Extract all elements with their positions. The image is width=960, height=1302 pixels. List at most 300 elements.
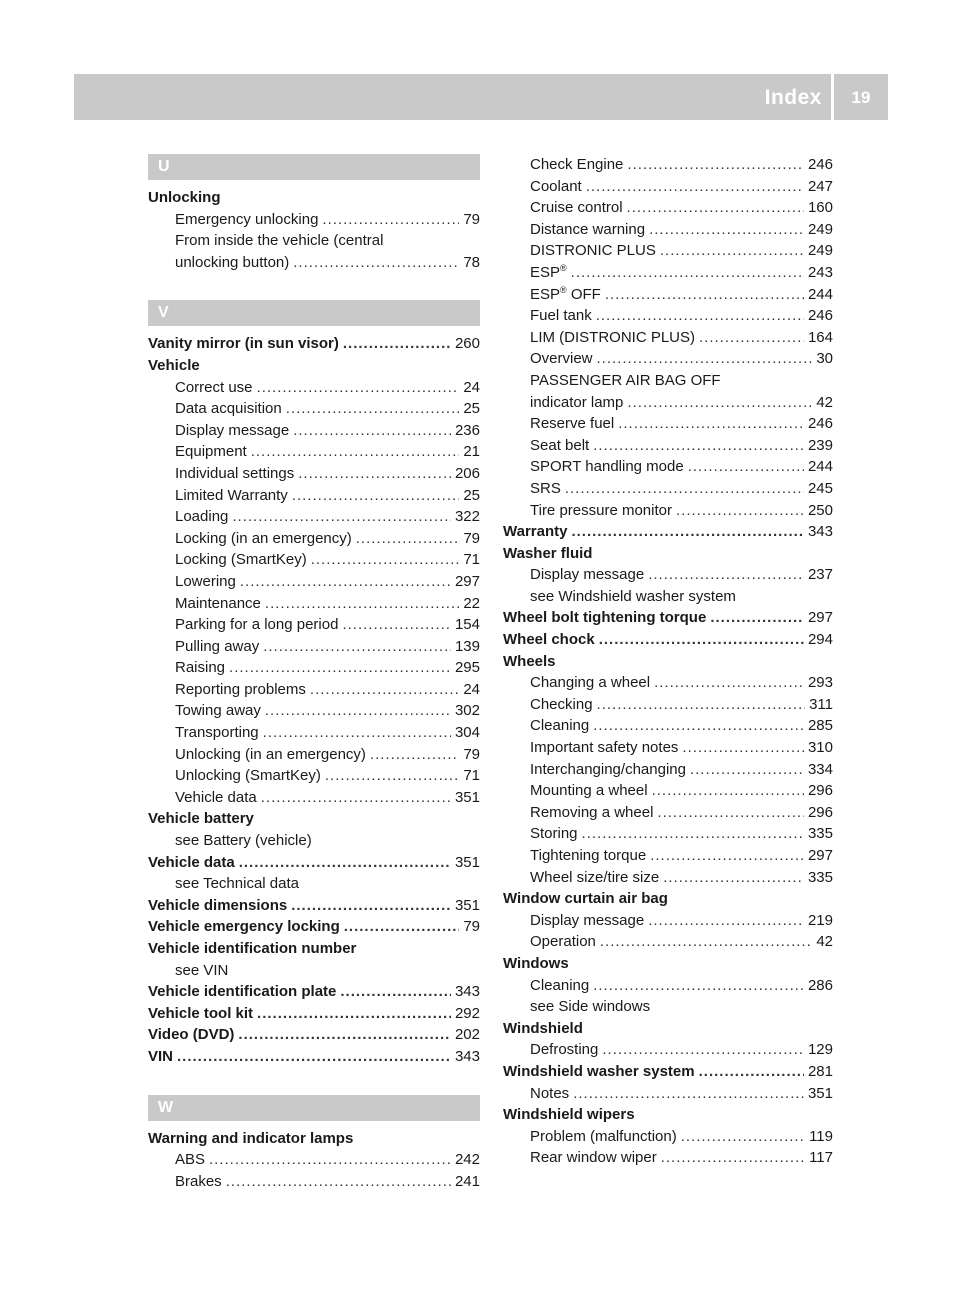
entry-label: Unlocking: [148, 189, 221, 206]
dot-leader: [229, 657, 451, 679]
dot-leader: [602, 1039, 804, 1061]
dot-leader: [265, 700, 451, 722]
entry-label: indicator lamp: [530, 393, 624, 411]
letter-heading: U: [148, 154, 480, 180]
entry-label: Cleaning: [530, 976, 590, 994]
index-subentry: [503, 435, 833, 457]
index-subentry: [503, 715, 833, 737]
entry-label: Vehicle: [148, 356, 200, 374]
index-subentry: [503, 672, 833, 694]
page-reference: 206: [454, 464, 480, 482]
page-reference: 304: [454, 724, 480, 742]
dot-leader: [582, 823, 804, 845]
page-reference: 242: [454, 1151, 480, 1169]
index-entry: [148, 1128, 480, 1150]
entry-label: Data acquisition: [175, 400, 282, 418]
entry-label: From inside the vehicle (central: [175, 232, 384, 250]
index-subentry: [503, 284, 833, 306]
entry-label: Pulling away: [175, 637, 260, 655]
dot-leader: [699, 1061, 804, 1083]
dot-leader: [571, 262, 804, 284]
index-entry: [503, 1061, 833, 1083]
index-subentry: [503, 219, 833, 241]
dot-leader: [599, 629, 804, 651]
entry-label: Limited Warranty: [175, 486, 288, 504]
entry-label: ESP® OFF: [530, 284, 601, 303]
dot-leader: [263, 636, 451, 658]
dot-leader: [340, 981, 451, 1003]
dot-leader: [238, 1024, 451, 1046]
index-entry: [503, 888, 833, 910]
dot-leader: [593, 435, 804, 457]
index-subentry: [503, 305, 833, 327]
page-reference: 219: [807, 911, 833, 929]
index-entry: [148, 938, 480, 960]
dot-leader: [627, 392, 812, 414]
index-subentry: [148, 1149, 480, 1171]
index-entry: [148, 1046, 480, 1068]
dot-leader: [286, 398, 460, 420]
dot-leader: [573, 1083, 804, 1105]
index-entry: [148, 916, 480, 938]
index-subentry: [503, 867, 833, 889]
entry-label: Locking (SmartKey): [175, 551, 307, 569]
page-reference: 79: [463, 745, 480, 763]
index-subentry: [503, 996, 833, 1018]
index-subentry: [148, 636, 480, 658]
index-subentry: [503, 176, 833, 198]
entry-label: Wheel size/tire size: [530, 868, 660, 886]
entry-label: SRS: [530, 479, 561, 497]
index-entry: [148, 895, 480, 917]
entry-label: Wheel chock: [503, 631, 595, 649]
entry-label: Wheels: [503, 652, 556, 670]
index-subentry: [503, 197, 833, 219]
page-reference: 343: [807, 523, 833, 541]
entry-label: Warning and indicator lamps: [148, 1129, 354, 1147]
entry-label: ABS: [175, 1151, 206, 1169]
index-entry: [503, 607, 833, 629]
dot-leader: [240, 571, 451, 593]
index-subentry: [503, 1126, 833, 1148]
entry-label: unlocking button): [175, 253, 290, 271]
entry-label: Raising: [175, 659, 226, 677]
entry-label: Problem (malfunction): [530, 1127, 677, 1145]
entry-label: Overview: [530, 350, 593, 368]
entry-label: Vehicle data: [148, 853, 235, 871]
entry-label: Display message: [175, 421, 290, 439]
index-entry: [503, 1104, 833, 1126]
dot-leader: [682, 737, 804, 759]
dot-leader: [342, 614, 451, 636]
entry-label: Mounting a wheel: [530, 782, 648, 800]
index-subentry: [148, 744, 480, 766]
page-reference: 351: [454, 896, 480, 914]
entry-label: Parking for a long period: [175, 616, 339, 634]
dot-leader: [649, 219, 804, 241]
page-reference: 79: [463, 918, 480, 936]
dot-leader: [648, 910, 804, 932]
entry-label: Storing: [530, 825, 578, 843]
page-reference: 236: [454, 421, 480, 439]
page-reference: 286: [807, 976, 833, 994]
index-entry: [148, 1003, 480, 1025]
dot-leader: [209, 1149, 451, 1171]
page-reference: 30: [816, 350, 833, 368]
index-subentry: [503, 694, 833, 716]
entry-label: Correct use: [175, 378, 253, 396]
page-reference: 285: [807, 717, 833, 735]
index-subentry: [503, 262, 833, 284]
page-reference: 244: [807, 458, 833, 476]
index-entry: [148, 852, 480, 874]
page-reference: 241: [454, 1172, 480, 1190]
page-reference: 310: [807, 739, 833, 757]
page-reference: 25: [463, 400, 480, 418]
dot-leader: [343, 333, 451, 355]
dot-leader: [251, 441, 460, 463]
entry-label: Check Engine: [530, 156, 624, 173]
entry-label: Changing a wheel: [530, 674, 651, 692]
index-subentry: [503, 910, 833, 932]
entry-label: Reserve fuel: [530, 415, 615, 433]
entry-label: see VIN: [175, 961, 229, 979]
index-subentry: [148, 549, 480, 571]
registered-mark: ®: [560, 284, 567, 295]
page-reference: 246: [807, 415, 833, 433]
index-entry: [503, 521, 833, 543]
page-reference: 71: [463, 551, 480, 569]
index-subentry: [148, 593, 480, 615]
page-reference: 78: [463, 253, 480, 271]
page-reference: 79: [463, 529, 480, 547]
entry-label: Window curtain air bag: [503, 890, 668, 908]
index-entry: [148, 808, 480, 830]
dot-leader: [293, 252, 459, 274]
dot-leader: [344, 916, 460, 938]
index-subentry: [148, 960, 480, 982]
page-reference: 351: [807, 1084, 833, 1102]
index-subentry: [503, 392, 833, 414]
page-reference: 295: [454, 659, 480, 677]
index-subentry: [148, 485, 480, 507]
dot-leader: [661, 1147, 805, 1169]
index-entry: [148, 1024, 480, 1046]
entry-label: Unlocking (SmartKey): [175, 767, 321, 785]
dot-leader: [627, 154, 804, 176]
entry-label: Transporting: [175, 724, 259, 742]
dot-leader: [654, 672, 804, 694]
page-reference: 246: [807, 307, 833, 325]
page-reference: 243: [807, 263, 833, 281]
page-reference: 351: [454, 853, 480, 871]
entry-label: Display message: [530, 566, 645, 584]
entry-label: Equipment: [175, 443, 247, 461]
entry-label: Vanity mirror (in sun visor): [148, 335, 339, 353]
entry-label: Checking: [530, 695, 593, 713]
dot-leader: [657, 802, 804, 824]
dot-leader: [322, 209, 459, 231]
entry-label: VIN: [148, 1047, 174, 1065]
index-subentry: [148, 506, 480, 528]
page-reference: 281: [807, 1062, 833, 1080]
entry-label: Coolant: [530, 177, 582, 195]
index-subentry: [503, 845, 833, 867]
entry-label: Unlocking (in an emergency): [175, 745, 366, 763]
index-subentry: [148, 1171, 480, 1193]
index-subentry: [148, 657, 480, 679]
dot-leader: [650, 845, 804, 867]
index-subentry: [148, 722, 480, 744]
entry-label: Rear window wiper: [530, 1149, 657, 1167]
entry-label: Reporting problems: [175, 680, 306, 698]
page-reference: 24: [463, 680, 480, 698]
index-entry: [503, 543, 833, 565]
letter-heading: W: [148, 1095, 480, 1121]
registered-mark: ®: [560, 262, 567, 273]
page-reference: 71: [463, 767, 480, 785]
index-subentry: [148, 420, 480, 442]
dot-leader: [597, 694, 806, 716]
entry-label: PASSENGER AIR BAG OFF: [530, 371, 721, 389]
index-subentry: [148, 873, 480, 895]
letter-heading: V: [148, 300, 480, 326]
dot-leader: [265, 593, 459, 615]
index-subentry: [148, 679, 480, 701]
index-subentry: [503, 737, 833, 759]
entry-label: LIM (DISTRONIC PLUS): [530, 328, 696, 346]
page-reference: 296: [807, 803, 833, 821]
entry-label: Vehicle dimensions: [148, 896, 288, 914]
dot-leader: [565, 478, 804, 500]
entry-label: Vehicle identification number: [148, 940, 357, 957]
dot-leader: [226, 1171, 451, 1193]
index-subentry: [503, 240, 833, 262]
dot-leader: [605, 284, 804, 306]
entry-label: Emergency unlocking: [175, 210, 319, 228]
entry-label: see Windshield washer system: [530, 587, 736, 605]
index-entry: [148, 981, 480, 1003]
index-entry: [503, 629, 833, 651]
dot-leader: [293, 420, 451, 442]
dot-leader: [571, 521, 804, 543]
section-spacer: [148, 273, 480, 300]
entry-label: Interchanging/changing: [530, 760, 686, 778]
index-column-right: [503, 154, 833, 1169]
index-subentry: [148, 398, 480, 420]
page-number: 19: [851, 88, 871, 107]
index-subentry: [148, 230, 480, 252]
dot-leader: [298, 463, 451, 485]
page-reference: 322: [454, 508, 480, 526]
entry-label: Towing away: [175, 702, 261, 720]
page-reference: 294: [807, 631, 833, 649]
index-subentry: [503, 500, 833, 522]
index-entry: [148, 187, 480, 209]
index-subentry: [503, 931, 833, 953]
index-subentry: [503, 802, 833, 824]
dot-leader: [690, 759, 804, 781]
dot-leader: [699, 327, 804, 349]
entry-label: Vehicle tool kit: [148, 1004, 254, 1022]
index-subentry: [148, 571, 480, 593]
entry-label: see Technical data: [175, 875, 299, 893]
page-reference: 260: [454, 335, 480, 353]
dot-leader: [257, 1003, 451, 1025]
page-reference: 119: [809, 1127, 833, 1145]
index-subentry: [503, 1039, 833, 1061]
dot-leader: [593, 975, 804, 997]
entry-label: SPORT handling mode: [530, 458, 684, 476]
index-subentry: [503, 1083, 833, 1105]
page-reference: 239: [807, 436, 833, 454]
index-subentry: [503, 370, 833, 392]
entry-label: Removing a wheel: [530, 803, 654, 821]
index-subentry: [148, 252, 480, 274]
index-subentry: [148, 830, 480, 852]
page-reference: 250: [807, 501, 833, 519]
index-subentry: [503, 759, 833, 781]
entry-label: Video (DVD): [148, 1026, 235, 1044]
index-entry: [503, 651, 833, 673]
dot-leader: [593, 715, 804, 737]
entry-label: Vehicle data: [175, 788, 257, 806]
page-reference: 343: [454, 983, 480, 1001]
index-subentry: [503, 413, 833, 435]
entry-label: Tire pressure monitor: [530, 501, 672, 519]
index-subentry: [503, 1147, 833, 1169]
dot-leader: [239, 852, 451, 874]
entry-label: Loading: [175, 508, 229, 526]
page-reference: 164: [807, 328, 833, 346]
page-reference: 311: [809, 695, 833, 713]
dot-leader: [663, 867, 804, 889]
index-subentry: [148, 765, 480, 787]
header-bar: [74, 74, 888, 120]
index-subentry: [503, 456, 833, 478]
entry-label: Washer fluid: [503, 544, 593, 562]
entry-label: Individual settings: [175, 464, 295, 482]
index-subentry: [503, 478, 833, 500]
dot-leader: [710, 607, 804, 629]
entry-label: Locking (in an emergency): [175, 529, 352, 547]
entry-label: Vehicle emergency locking: [148, 918, 340, 936]
index-subentry: [503, 348, 833, 370]
page-reference: 42: [816, 933, 833, 951]
dot-leader: [291, 895, 451, 917]
page-reference: 139: [454, 637, 480, 655]
dot-leader: [292, 485, 460, 507]
entry-label: Operation: [530, 933, 596, 951]
page-reference: 202: [454, 1026, 480, 1044]
entry-label: see Side windows: [530, 998, 651, 1016]
page-reference: 245: [807, 479, 833, 497]
index-subentry: [148, 700, 480, 722]
page-reference: 117: [809, 1149, 833, 1167]
entry-label: Cleaning: [530, 717, 590, 735]
page-reference: 249: [807, 220, 833, 238]
page-reference: 154: [454, 616, 480, 634]
page-reference: 237: [807, 566, 833, 584]
section-spacer: [148, 1068, 480, 1095]
index-entry: [503, 1018, 833, 1040]
index-subentry: [148, 787, 480, 809]
dot-leader: [596, 305, 804, 327]
index-subentry: [148, 528, 480, 550]
entry-label: see Battery (vehicle): [175, 832, 312, 850]
entry-label: Vehicle identification plate: [148, 983, 337, 1001]
index-entry: [503, 953, 833, 975]
entry-label: Distance warning: [530, 220, 646, 238]
page-reference: 351: [454, 788, 480, 806]
entry-label: Windows: [503, 954, 569, 972]
page-reference: 293: [807, 674, 833, 692]
entry-label: Brakes: [175, 1172, 222, 1190]
page-reference: 343: [454, 1047, 480, 1065]
page-reference: 25: [463, 486, 480, 504]
dot-leader: [648, 564, 804, 586]
entry-label: Lowering: [175, 572, 236, 590]
dot-leader: [688, 456, 804, 478]
entry-label: Windshield wipers: [503, 1106, 635, 1124]
section-title: Index: [764, 86, 822, 109]
dot-leader: [627, 197, 804, 219]
page-reference: 22: [463, 594, 480, 612]
entry-label: Wheel bolt tightening torque: [503, 609, 707, 627]
index-subentry: [503, 327, 833, 349]
entry-label: Defrosting: [530, 1041, 599, 1059]
dot-leader: [652, 780, 804, 802]
page-reference: 302: [454, 702, 480, 720]
page-reference: 247: [807, 177, 833, 195]
entry-label: Notes: [530, 1084, 570, 1102]
page-reference: 335: [807, 825, 833, 843]
page-reference: 129: [807, 1041, 833, 1059]
entry-label: Warranty: [503, 523, 568, 541]
dot-leader: [660, 240, 804, 262]
index-subentry: [148, 377, 480, 399]
dot-leader: [356, 528, 460, 550]
index-subentry: [503, 975, 833, 997]
dot-leader: [370, 744, 459, 766]
page-reference: 79: [463, 210, 480, 228]
page-reference: 160: [807, 199, 833, 217]
page-reference: 296: [807, 782, 833, 800]
page-reference: 335: [807, 868, 833, 886]
index-entry: [148, 333, 480, 355]
index-subentry: [148, 209, 480, 231]
index-subentry: [503, 780, 833, 802]
page-reference: 297: [807, 847, 833, 864]
dot-leader: [325, 765, 459, 787]
page-reference: 334: [807, 760, 833, 778]
page-reference: 292: [454, 1004, 480, 1022]
page-reference: 42: [816, 393, 833, 411]
index-subentry: [148, 614, 480, 636]
entry-label: DISTRONIC PLUS: [530, 242, 656, 260]
entry-label: Seat belt: [530, 436, 590, 454]
dot-leader: [676, 500, 804, 522]
index-subentry: [503, 564, 833, 586]
dot-leader: [597, 348, 813, 370]
entry-label: Windshield: [503, 1019, 583, 1037]
dot-leader: [311, 549, 460, 571]
entry-label: Tightening torque: [530, 847, 647, 864]
entry-label: Maintenance: [175, 594, 261, 612]
dot-leader: [618, 413, 804, 435]
entry-label: Display message: [530, 911, 645, 929]
index-subentry: [148, 441, 480, 463]
